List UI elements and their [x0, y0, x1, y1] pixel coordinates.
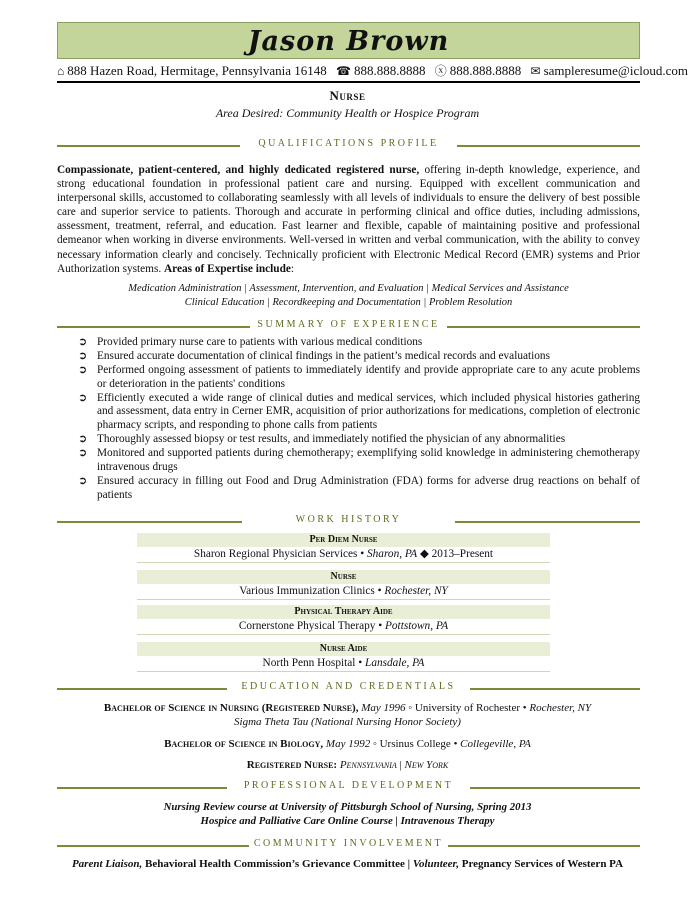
section-heading-education: EDUCATION AND CREDENTIALS: [57, 680, 640, 694]
candidate-name: Jason Brown: [247, 26, 450, 57]
section-heading-experience: SUMMARY OF EXPERIENCE: [57, 318, 640, 332]
job-entry: [137, 642, 550, 672]
arrow-bullet-icon: ➲: [78, 336, 88, 348]
education-bsn: Bachelor of Science in Nursing (Registered Nurse), May 1996 ◦ University of Rochester • Rochester, NY: [103, 702, 592, 714]
community-involvement: Parent Liaison, Behavioral Health Commission’s Grievance Committee | Volunteer, Pregnancy Services of Western PA: [71, 858, 624, 870]
name-banner: [57, 22, 640, 59]
job-entry: [137, 570, 550, 600]
mobile-phone: 888.888.8888: [449, 63, 522, 78]
email: sampleresume@icloud.com: [543, 63, 689, 78]
section-heading-community: COMMUNITY INVOLVEMENT: [57, 837, 640, 851]
development-course-1: Nursing Review course at University of Pittsburgh School of Nursing, Spring 2013: [163, 801, 532, 813]
profile-lead: Compassionate, patient-centered, and highly dedicated registered nurse,: [57, 164, 420, 176]
contact-line: [57, 62, 689, 83]
address: 888 Hazen Road, Hermitage, Pennsylvania 16148: [67, 63, 327, 78]
job-title: Nurse: [329, 88, 366, 103]
areas-of-expertise-1: Medication Administration | Assessment, Intervention, and Evaluation | Medical Services and Assistance: [128, 283, 569, 294]
section-heading-work: WORK HISTORY: [57, 513, 640, 527]
section-heading-qualifications: QUALIFICATIONS PROFILE: [57, 137, 640, 151]
job-entry: [137, 605, 550, 635]
job-details: Cornerstone Physical Therapy • Pottstown, PA: [137, 619, 550, 635]
job-details: Sharon Regional Physician Services • Sharon, PA ◆ 2013–Present: [137, 547, 550, 563]
job-entry: [137, 533, 550, 563]
list-item: ➲ Thoroughly assessed biopsy or test results, and immediately notified the physician of any abnormalities: [78, 433, 566, 446]
qualifications-profile: Compassionate, patient-centered, and highly dedicated registered nurse, offering in-depth knowledge, experience, and strong educational foundation in professional patient care and nursing. Equipped with excellent communication and interpersonal skills, accustomed to collaborating seamlessly with all levels of individuals to ensure the delivery of best possible care and superior service to patients. Thorough and accurate in performing clinical and office duties, including admissions, assessment, treatment, referral, and education. Fast learner and flexible, capable of maintaining positive and professional demeanor when working in diverse environments. Well-versed in written and verbal communication, with the ability to convey necessary information clearly and concisely. Technically proficient with Electronic Medical Record (EMR) systems and Prior Authorization systems. Areas of Expertise include:: [57, 164, 640, 275]
list-item: ➲ Monitored and supported patients during chemotherapy; exemplifying solid knowledge in administering chemotherapy intravenous drugs: [78, 447, 640, 473]
arrow-bullet-icon: ➲: [78, 447, 88, 460]
license: Registered Nurse: Pennsylvania | New York: [246, 759, 449, 771]
section-heading-development: PROFESSIONAL DEVELOPMENT: [57, 779, 640, 793]
phone-icon: ☎: [336, 64, 351, 78]
house-icon: ⌂: [57, 64, 65, 78]
areas-label: Areas of Expertise include: [164, 262, 291, 275]
arrow-bullet-icon: ➲: [78, 364, 88, 377]
job-details: Various Immunization Clinics • Rochester, NY: [137, 584, 550, 600]
honor-society: Sigma Theta Tau (National Nursing Honor Society): [234, 716, 461, 728]
list-item: ➲ Efficiently executed a wide range of clinical duties and medical services, which included physical histories gathering and assessment, data entry in Cerner EMR, acquisition of prior authorizations for medications, completion of electronic pharmacy scripts, and responding to phone calls from patients: [78, 391, 640, 432]
arrow-bullet-icon: ➲: [78, 391, 88, 404]
job-title: Nurse Aide: [137, 642, 550, 656]
job-title: Per Diem Nurse: [137, 533, 550, 547]
phone: 888.888.8888: [353, 63, 426, 78]
area-desired: Area Desired: Community Health or Hospice Program: [215, 106, 480, 120]
job-details: North Penn Hospital • Lansdale, PA: [137, 656, 550, 672]
mobile-icon: ⓧ: [434, 64, 447, 78]
profile-body: offering in-depth knowledge, experience, and strong educational foundation in professional patient care and nursing. Equipped with excellent communication and interpersonal skills, accustomed to collaborating seamlessly with all levels of individuals to ensure the delivery of best possible care and superior service to patients. Thorough and accurate in performing clinical and office duties, including admissions, assessment, treatment, referral, and education. Fast learner and flexible, capable of maintaining positive and professional demeanor when working in diverse environments. Well-versed in written and verbal communication, with the ability to convey necessary information clearly and concisely. Technically proficient with Electronic Medical Record (EMR) systems and Prior Authorization systems.: [57, 164, 640, 275]
list-item: ➲ Performed ongoing assessment of patients to immediately identify and provide appropriate care to any acute problems or deterioration in the patients' conditions: [78, 364, 640, 390]
arrow-bullet-icon: ➲: [78, 433, 88, 446]
job-title: Physical Therapy Aide: [137, 605, 550, 619]
areas-of-expertise-2: Clinical Education | Recordkeeping and Documentation | Problem Resolution: [184, 297, 513, 308]
arrow-bullet-icon: ➲: [78, 474, 88, 487]
arrow-bullet-icon: ➲: [78, 350, 88, 363]
experience-list: [57, 336, 640, 503]
list-item: ➲ Ensured accuracy in filling out Food and Drug Administration (FDA) forms for adverse drug reactions on behalf of patients: [78, 474, 640, 501]
list-item: ➲ Provided primary nurse care to patients with various medical conditions: [78, 336, 423, 348]
development-course-2: Hospice and Palliative Care Online Course | Intravenous Therapy: [200, 815, 495, 827]
education-biology: Bachelor of Science in Biology, May 1992 ◦ Ursinus College • Collegeville, PA: [164, 738, 531, 750]
list-item: ➲ Ensured accurate documentation of clinical findings in the patient’s medical records and evaluations: [78, 350, 550, 363]
job-title: Nurse: [137, 570, 550, 584]
envelope-icon: ✉: [530, 64, 541, 78]
